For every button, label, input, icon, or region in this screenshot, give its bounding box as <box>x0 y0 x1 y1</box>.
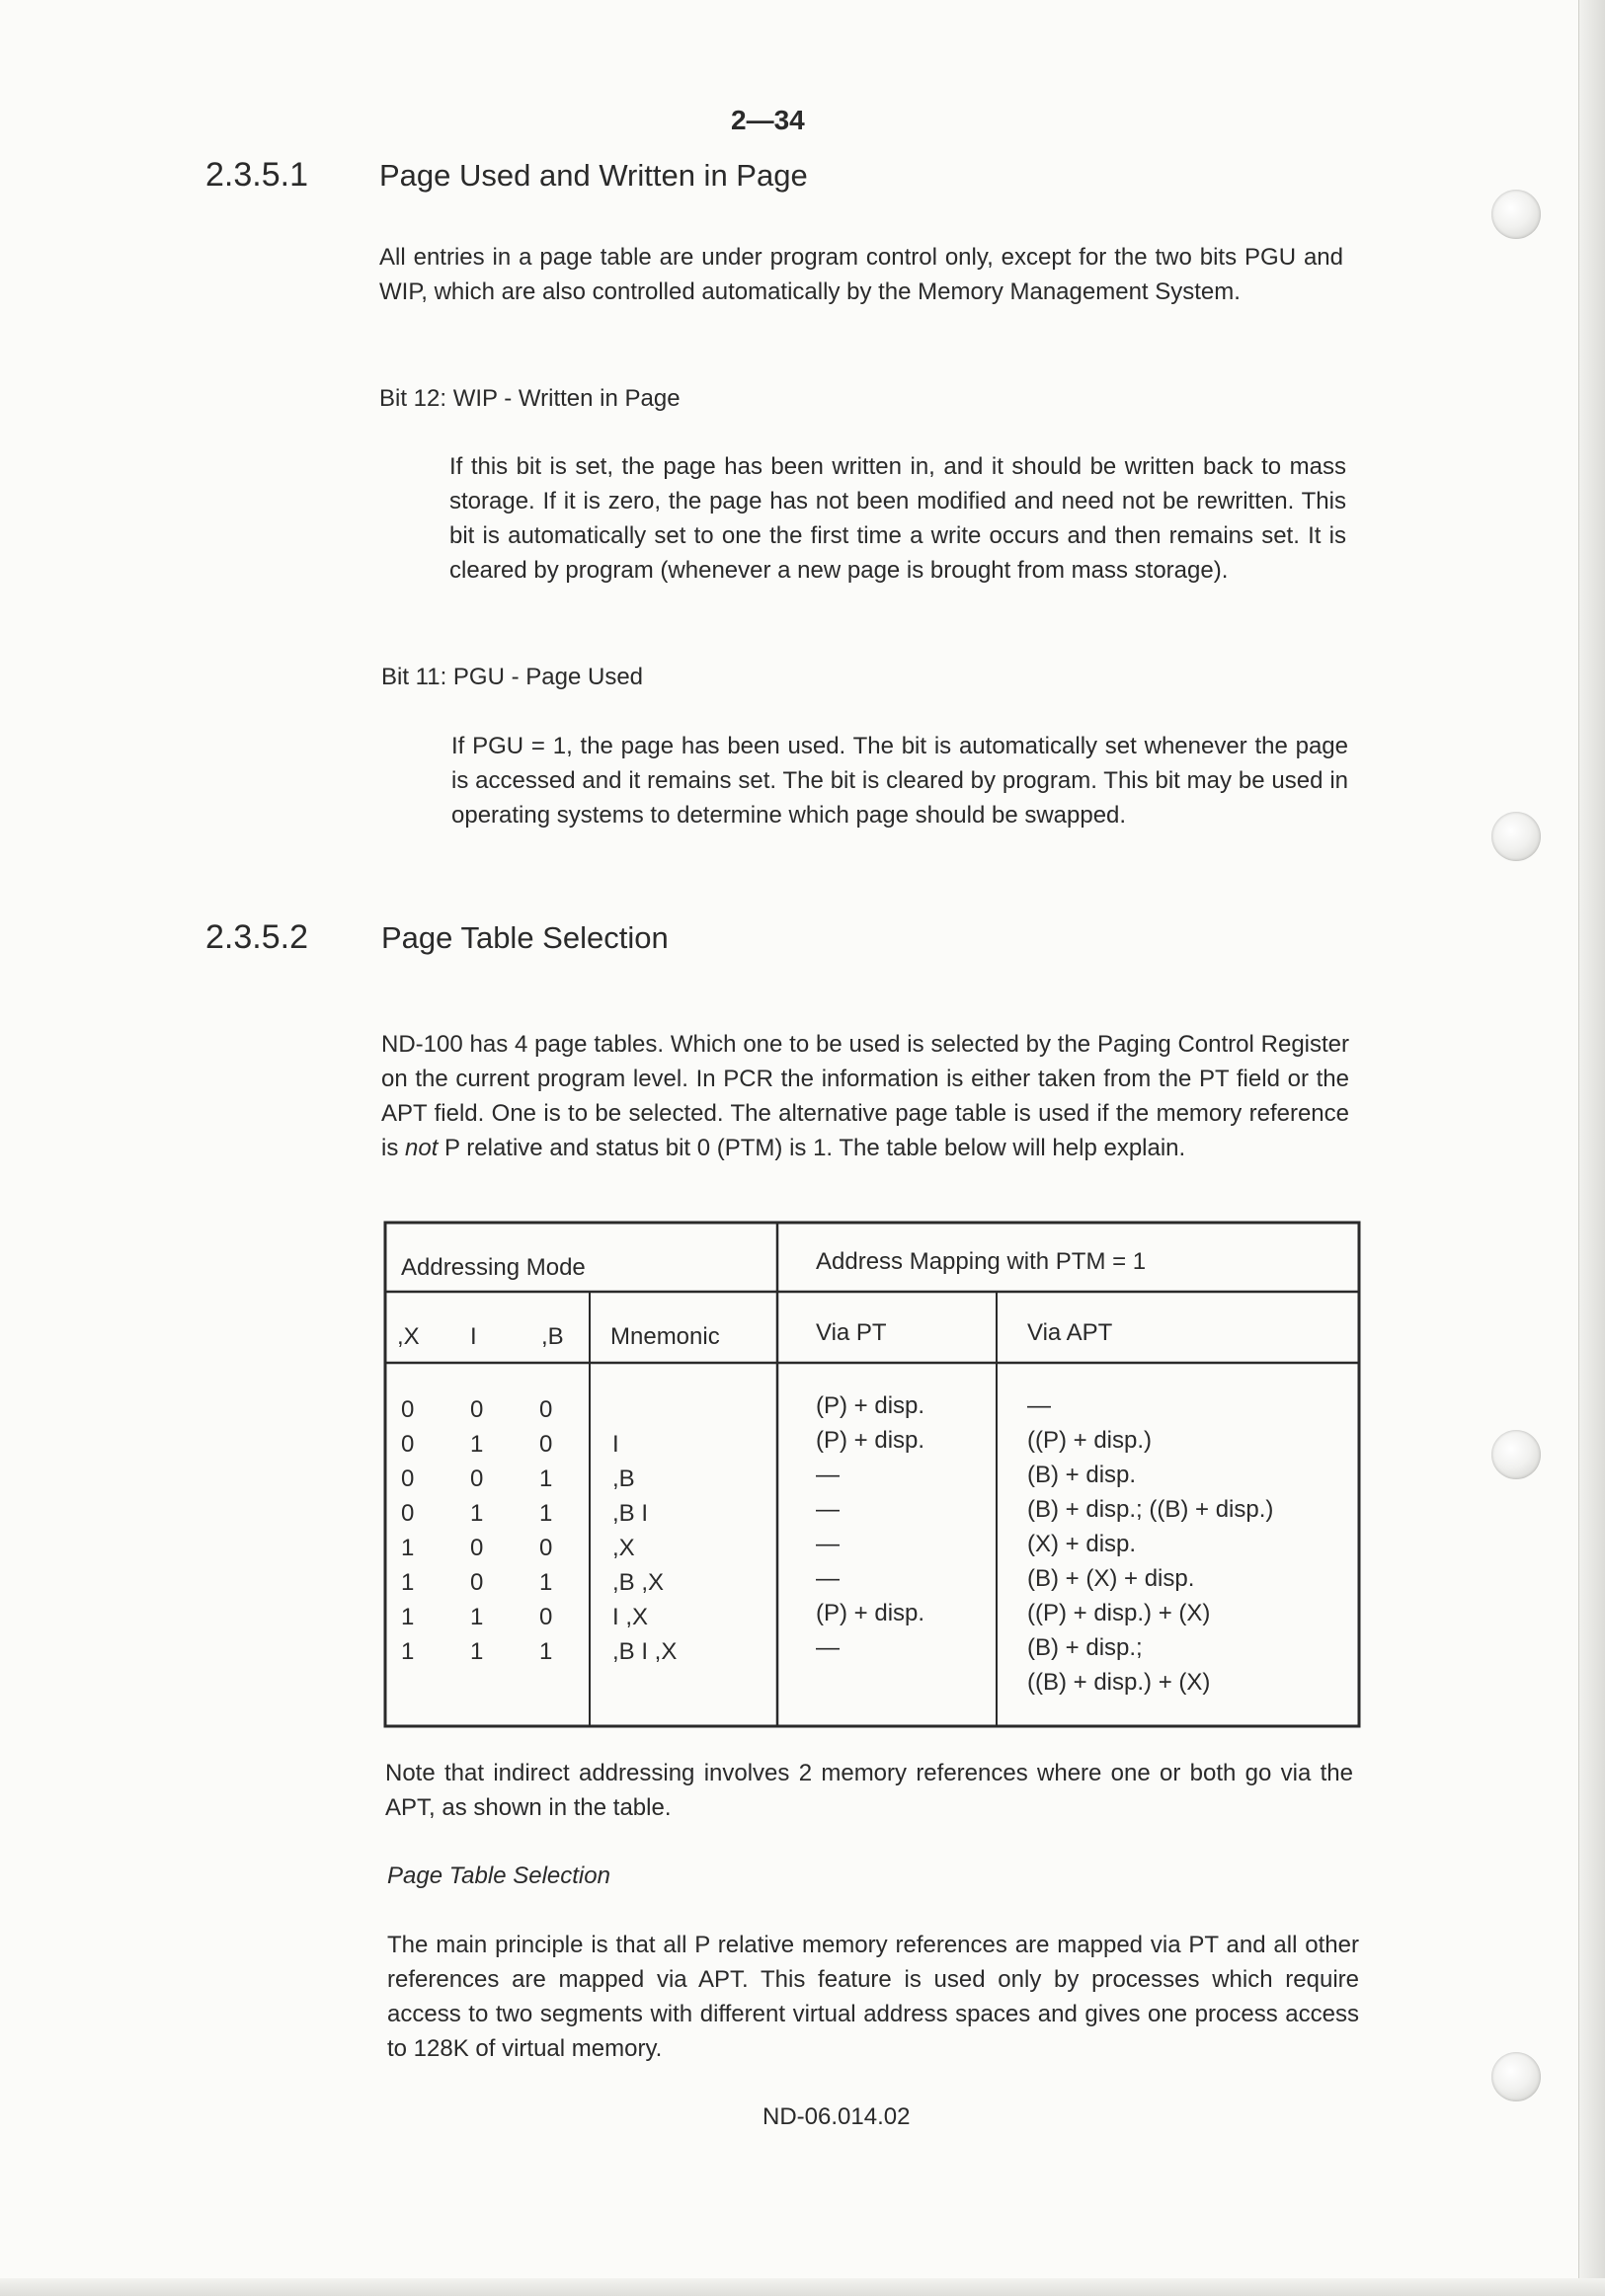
table-cell-i: 0 <box>470 1569 484 1596</box>
table-cell-i: 0 <box>470 1465 484 1492</box>
table-cell-mnemonic <box>612 1392 677 1427</box>
table-cell-mnemonic: ,B I ,X <box>612 1638 678 1665</box>
table-cell-x: 0 <box>401 1465 415 1492</box>
section-title: Page Used and Written in Page <box>379 158 808 193</box>
punch-hole <box>1491 190 1541 239</box>
table-cell-i: 0 <box>470 1535 484 1561</box>
table-cell-b: 1 <box>539 1569 553 1596</box>
table-cell-via-pt: — <box>816 1565 840 1592</box>
table-cell-via-pt: (P) + disp. <box>816 1600 925 1626</box>
punch-hole <box>1491 2052 1541 2101</box>
table-cell-via-apt: (B) + disp.; <box>1027 1634 1143 1661</box>
table-cell-x: 1 <box>401 1638 415 1665</box>
table-cell-i: 1 <box>470 1604 484 1630</box>
table-cell-i: 0 <box>470 1396 484 1423</box>
bit11-description: If PGU = 1, the page has been used. The bit is automatically set whenever the page is accessed and it remains set. The bit is cleared by program. This bit may be used in operating systems to determine which page should be swapped. <box>451 733 1348 829</box>
table-cell-b: 0 <box>539 1396 553 1423</box>
intro-emphasis: not <box>405 1135 439 1161</box>
table-cell-i: 1 <box>470 1500 484 1527</box>
punch-hole <box>1491 1430 1541 1479</box>
section-number: 2.3.5.1 <box>205 156 308 194</box>
table-cell-via-apt: — <box>1027 1392 1051 1419</box>
table-cell-b: 1 <box>539 1500 553 1527</box>
col-header-b: ,B <box>541 1323 564 1350</box>
table-cell-x: 0 <box>401 1396 415 1423</box>
table-cell-via-apt: (B) + disp.; ((B) + disp.) <box>1027 1496 1274 1523</box>
col-header-via-apt: Via APT <box>1027 1319 1113 1346</box>
table-cell-i: 1 <box>470 1431 484 1458</box>
table-cell-via-apt: (X) + disp. <box>1027 1531 1137 1557</box>
document-number: ND-06.014.02 <box>762 2103 911 2130</box>
table-cell-via-pt: (P) + disp. <box>816 1427 925 1454</box>
table-cell-b: 1 <box>539 1465 553 1492</box>
column-via-pt-values <box>816 1388 924 1665</box>
bit12-description: If this bit is set, the page has been written in, and it should be written back to mass storage. If it is zero, the page has not been modified and need not be rewritten. This bit is automatically set to one the first time a write occurs and then remains set. It is cleared by program (whenever a new page is brought from mass storage). <box>449 453 1346 584</box>
section-title: Page Table Selection <box>381 920 669 955</box>
table-cell-x: 1 <box>401 1604 415 1630</box>
column-via-apt-values <box>1027 1388 1273 1700</box>
col-header-via-pt: Via PT <box>816 1319 887 1346</box>
table-cell-via-pt: — <box>816 1634 840 1661</box>
bit11-label: Bit 11: PGU - Page Used <box>381 664 644 690</box>
table-cell-via-pt: (P) + disp. <box>816 1392 925 1419</box>
table-cell-i: 1 <box>470 1638 484 1665</box>
page-bottom-edge <box>0 2278 1605 2296</box>
table-cell-mnemonic: ,B <box>612 1465 635 1492</box>
page-number: 2—34 <box>731 105 805 135</box>
intro-text-1: ND-100 has 4 page tables. Which one to be used is selected by the Paging Control Register on the current program level. In PCR the information is either taken from the PT field or the APT field. One is to be selected. The alternative page table is used if the memory reference is <box>381 1031 1349 1161</box>
section-intro <box>381 1027 1349 1165</box>
column-mnemonic-values <box>612 1392 677 1669</box>
table-cell-mnemonic: ,B ,X <box>612 1569 665 1596</box>
principle-paragraph: The main principle is that all P relative memory references are mapped via PT and all other references are mapped via APT. This feature is used only by processes which require access to two segments with different virtual address spaces and gives one process access to 128K of virtual memory. <box>387 1932 1359 2062</box>
header-addressing-mode: Addressing Mode <box>401 1254 586 1281</box>
table-cell-x: 0 <box>401 1500 415 1527</box>
indirect-note: Note that indirect addressing involves 2 memory references where one or both go via the APT, as shown in the table. <box>385 1760 1353 1821</box>
column-i-values <box>470 1392 483 1669</box>
subheading: Page Table Selection <box>387 1862 610 1889</box>
table-cell-via-apt: ((P) + disp.) <box>1027 1427 1153 1454</box>
table-cell-via-pt: — <box>816 1462 840 1488</box>
table-cell-mnemonic: I <box>612 1431 619 1458</box>
column-b-values <box>539 1392 552 1669</box>
col-header-mnemonic: Mnemonic <box>610 1323 720 1350</box>
table-cell-x: 1 <box>401 1535 415 1561</box>
table-cell-mnemonic: ,B I <box>612 1500 649 1527</box>
table-cell-b: 1 <box>539 1638 553 1665</box>
col-header-x: ,X <box>397 1323 420 1350</box>
table-cell-x: 0 <box>401 1431 415 1458</box>
column-x-values <box>401 1392 414 1669</box>
page-edge <box>1578 0 1605 2296</box>
bit12-label: Bit 12: WIP - Written in Page <box>379 385 681 412</box>
addressing-mode-table <box>383 1221 1361 1728</box>
table-cell-mnemonic: I ,X <box>612 1604 649 1630</box>
table-cell-via-apt: (B) + (X) + disp. <box>1027 1565 1195 1592</box>
table-cell-via-pt: — <box>816 1531 840 1557</box>
table-cell-b: 0 <box>539 1535 553 1561</box>
table-cell-mnemonic: ,X <box>612 1535 635 1561</box>
section-number: 2.3.5.2 <box>205 918 308 956</box>
punch-hole <box>1491 812 1541 861</box>
table-cell-via-apt: (B) + disp. <box>1027 1462 1137 1488</box>
header-address-mapping: Address Mapping with PTM = 1 <box>816 1248 1147 1275</box>
section-intro: All entries in a page table are under program control only, except for the two bits PGU and WIP, which are also controlled automatically by the Memory Management System. <box>379 244 1343 305</box>
intro-text-2: P relative and status bit 0 (PTM) is 1. The table below will help explain. <box>438 1135 1186 1161</box>
table-cell-b: 0 <box>539 1604 553 1630</box>
table-cell-via-pt: — <box>816 1496 840 1523</box>
table-cell-x: 1 <box>401 1569 415 1596</box>
table-cell-via-apt: ((P) + disp.) + (X) <box>1027 1600 1211 1626</box>
table-cell-via-apt: ((B) + disp.) + (X) <box>1027 1669 1211 1696</box>
table-cell-b: 0 <box>539 1431 553 1458</box>
col-header-i: I <box>470 1323 477 1350</box>
